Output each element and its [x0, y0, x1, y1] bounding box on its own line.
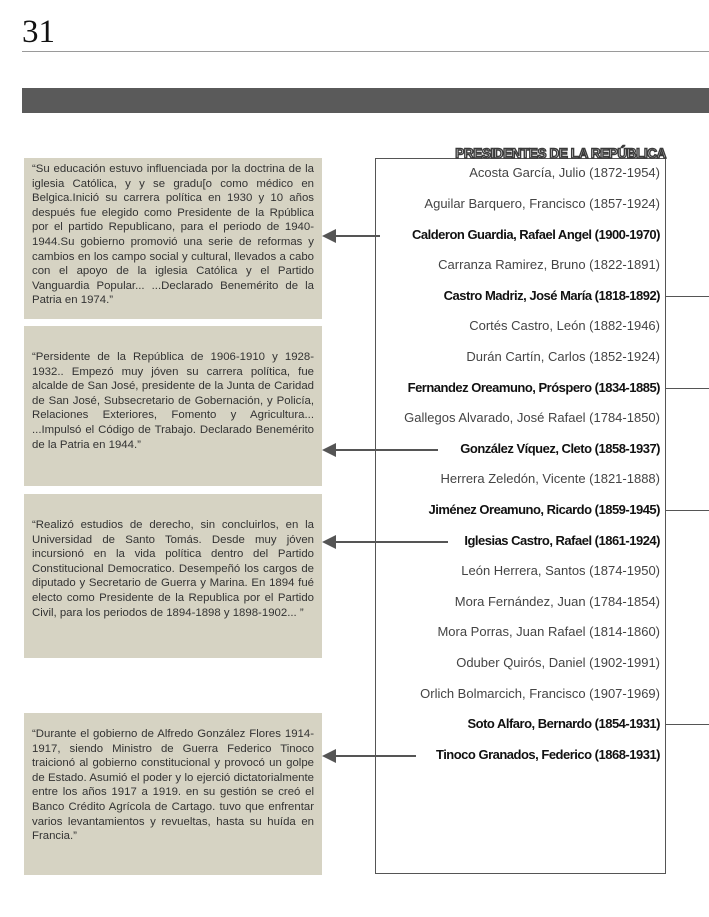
header-rule: [22, 51, 709, 52]
president-item: Jiménez Oreamuno, Ricardo (1859-1945): [428, 502, 660, 517]
president-item: Cortés Castro, León (1882-1946): [469, 318, 660, 333]
president-item: Mora Porras, Juan Rafael (1814-1860): [437, 624, 660, 639]
connector-line-tinoco: [336, 755, 416, 757]
quote-text: “Realizó estudios de derecho, sin concluirlos, en la Universidad de Santo Tomás. Desde muy jóven incursionó en la vida política dentro del Partido Constitucional Democratico. Desempeñó los cargos de diputado y Secretario de Guerra y Marina. En 1894 fué electo como Presidente de la Republica por el Partido Civil, para los periodos de 1894-1898 y 1898-1902... ”: [32, 519, 314, 619]
president-item: Castro Madriz, José María (1818-1892): [443, 288, 660, 303]
quote-text: “Persidente de la República de 1906-1910 y 1928-1932.. Empezó muy jóven su carrera política, fue alcalde de San José, presidente de la Junta de Caridad de San José, Subsecretario de Gobernación, y Policía, Relaciones Exteriores, Fomento y Agricultura... ...Impulsó el Código de Trabajo. Declarado Benemérito de la Patria en 1944.”: [32, 351, 314, 451]
quote-text: “Su educación estuvo influenciada por la doctrina de la iglesia Católica, y y se gradu[o como médico en Belgica.Inició su carrera política en 1930 y 10 años después fue elegido como Presidente de la Rpública por el partido Republicano, para el periodo de 1940-1944.Su gobierno promovió una serie de reformas y cambios en los campo social y cultural, llevados a cabo con el apoyo de la iglesia Católica y el Partido Vanguardia Popular... ...Declarado Benemérito de la Patria en 1974.”: [32, 163, 314, 307]
quote-box-calderon: [24, 158, 322, 319]
president-item: Gallegos Alvarado, José Rafael (1784-1850): [404, 410, 660, 425]
president-item: Tinoco Granados, Federico (1868-1931): [435, 747, 660, 762]
president-item: Herrera Zeledón, Vicente (1821-1888): [440, 471, 660, 486]
right-tick-jimenez: [666, 510, 709, 511]
president-item: Iglesias Castro, Rafael (1861-1924): [464, 533, 660, 548]
arrow-left-icon: [322, 535, 336, 549]
arrow-left-icon: [322, 749, 336, 763]
quote-box-iglesias: [24, 494, 322, 658]
quote-text: “Durante el gobierno de Alfredo González Flores 1914-1917, siendo Ministro de Guerra Federico Tinoco traicionó al gobierno constitucional y provocó un golpe de Estado. Asumió el poder y lo ejerció dictatorialmente entre los años 1917 a 1919. en su gestión se creó el Banco Crédito Agrícola de Cartago. tuvo que enfrentar varios levantamientos y revueltas, hasta su huída en Francia.”: [32, 728, 314, 843]
president-item: Aguilar Barquero, Francisco (1857-1924): [424, 196, 660, 211]
president-item: Fernandez Oreamuno, Próspero (1834-1885): [407, 380, 660, 395]
arrow-left-icon: [322, 443, 336, 457]
quote-box-tinoco: [24, 713, 322, 875]
president-item: Mora Fernández, Juan (1784-1854): [454, 594, 660, 609]
quote-box-gonzalez: [24, 326, 322, 486]
president-item: Orlich Bolmarcich, Francisco (1907-1969): [420, 686, 660, 701]
president-item: Carranza Ramirez, Bruno (1822-1891): [438, 257, 660, 272]
connector-line-calderon: [336, 235, 380, 237]
president-item: León Herrera, Santos (1874-1950): [461, 563, 660, 578]
page-number: 31: [22, 14, 55, 50]
right-tick-castro: [666, 296, 709, 297]
right-tick-fernandez: [666, 388, 709, 389]
presidents-list-heading: PRESIDENTES DE LA REPÚBLICA: [455, 146, 666, 161]
header-band: [22, 88, 709, 113]
arrow-left-icon: [322, 229, 336, 243]
right-tick-soto: [666, 724, 709, 725]
president-item: Calderon Guardia, Rafael Angel (1900-1970): [411, 227, 660, 242]
connector-line-gonzalez: [336, 449, 438, 451]
president-item: Durán Cartín, Carlos (1852-1924): [466, 349, 660, 364]
president-item: Acosta García, Julio (1872-1954): [469, 165, 660, 180]
connector-line-iglesias: [336, 541, 448, 543]
president-item: Oduber Quirós, Daniel (1902-1991): [456, 655, 660, 670]
president-item: Soto Alfaro, Bernardo (1854-1931): [467, 716, 660, 731]
president-item: González Víquez, Cleto (1858-1937): [460, 441, 660, 456]
